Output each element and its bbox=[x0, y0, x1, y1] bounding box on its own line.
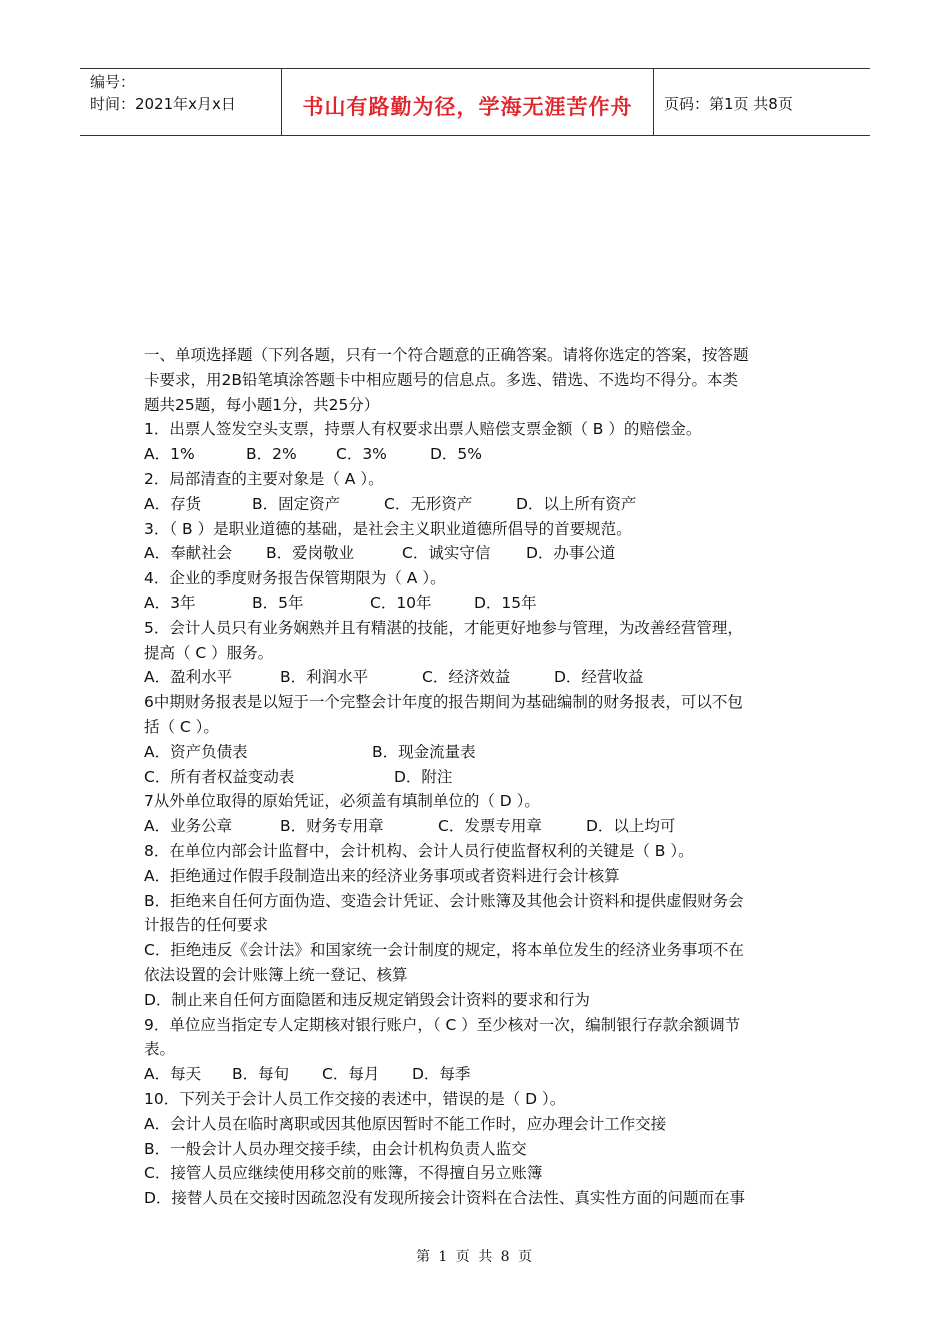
option: B．财务专用章 bbox=[280, 817, 384, 836]
question-6: 括（ C ）。 bbox=[144, 717, 219, 736]
intro-line: 一、单项选择题（下列各题，只有一个符合题意的正确答案。请将你选定的答案，按答题 bbox=[144, 346, 749, 364]
option: A．奉献社会 bbox=[144, 544, 233, 563]
option: B．现金流量表 bbox=[372, 742, 476, 761]
question-2: 2．局部清查的主要对象是（ A ）。 bbox=[144, 469, 384, 488]
option: B．爱岗敬业 bbox=[266, 544, 355, 563]
question-2-options bbox=[144, 492, 809, 517]
page-footer: 第 1 页 共 8 页 bbox=[415, 1249, 535, 1265]
question-7: 7从外单位取得的原始凭证，必须盖有填制单位的（ D ）。 bbox=[144, 792, 540, 811]
question-3-options bbox=[144, 541, 809, 566]
option: B．拒绝来自任何方面伪造、变造会计凭证、会计账簿及其他会计资料和提供虚假财务会 bbox=[144, 891, 744, 910]
option: B．固定资产 bbox=[252, 494, 341, 513]
option: C．拒绝违反《会计法》和国家统一会计制度的规定，将本单位发生的经济业务事项不在 bbox=[144, 941, 744, 960]
option: D．以上均可 bbox=[586, 817, 676, 836]
option: D．办事公道 bbox=[526, 544, 616, 563]
option: A．3年 bbox=[144, 593, 196, 612]
intro-line: 卡要求，用2B铅笔填涂答题卡中相应题号的信息点。多选、错选、不选均不得分。本类 bbox=[144, 370, 738, 389]
question-1: 1．出票人签发空头支票，持票人有权要求出票人赔偿支票金额（ B ）的赔偿金。 bbox=[144, 420, 702, 439]
option: A．1% bbox=[144, 445, 195, 464]
question-9-options bbox=[144, 1062, 809, 1087]
option: C．每月 bbox=[322, 1065, 380, 1084]
option: B．5年 bbox=[252, 593, 304, 612]
question-4: 4．企业的季度财务报告保管期限为（ A ）。 bbox=[144, 569, 446, 588]
option: C．诚实守信 bbox=[402, 544, 491, 563]
option: A．拒绝通过作假手段制造出来的经济业务事项或者资料进行会计核算 bbox=[144, 866, 620, 885]
question-6-options bbox=[144, 765, 809, 790]
question-9: 表。 bbox=[144, 1040, 176, 1059]
option: D．附注 bbox=[394, 767, 453, 786]
option: C．接管人员应继续使用移交前的账簿，不得擅自另立账簿 bbox=[144, 1164, 543, 1183]
option: C．发票专用章 bbox=[438, 817, 542, 836]
option: C．经济效益 bbox=[422, 668, 511, 687]
option: A．存货 bbox=[144, 494, 202, 513]
question-1-options bbox=[144, 442, 809, 467]
option: A．盈利水平 bbox=[144, 668, 233, 687]
option: C．3% bbox=[336, 445, 387, 464]
time-label: 时间：2021年x月x日 bbox=[90, 95, 236, 113]
option: D．15年 bbox=[474, 593, 537, 612]
option: D．经营收益 bbox=[554, 668, 644, 687]
option: B．利润水平 bbox=[280, 668, 369, 687]
question-10: 10．下列关于会计人员工作交接的表述中，错误的是（ D ）。 bbox=[144, 1089, 566, 1108]
header-motto-cell bbox=[282, 69, 654, 135]
question-6: 6中期财务报表是以短于一个完整会计年度的报告期间为基础编制的财务报表，可以不包 bbox=[144, 693, 743, 712]
option: A．每天 bbox=[144, 1065, 202, 1084]
question-8: 8．在单位内部会计监督中，会计机构、会计人员行使监督权利的关键是（ B ）。 bbox=[144, 841, 694, 860]
option: C．所有者权益变动表 bbox=[144, 767, 295, 786]
exam-content bbox=[144, 343, 809, 1211]
serial-label: 编号： bbox=[90, 73, 136, 91]
intro-line: 题共25题，每小题1分，共25分） bbox=[144, 395, 380, 414]
question-7-options bbox=[144, 814, 809, 839]
option: B．每旬 bbox=[232, 1065, 290, 1084]
question-3: 3．（ B ）是职业道德的基础，是社会主义职业道德所倡导的首要规范。 bbox=[144, 519, 632, 538]
header-meta bbox=[80, 69, 282, 135]
question-5: 提高（ C ）服务。 bbox=[144, 643, 274, 662]
option: A．会计人员在临时离职或因其他原因暂时不能工作时，应办理会计工作交接 bbox=[144, 1114, 667, 1133]
option: C．无形资产 bbox=[384, 494, 473, 513]
question-5: 5．会计人员只有业务娴熟并且有精湛的技能，才能更好地参与管理，为改善经营管理， bbox=[144, 618, 743, 637]
option: A．资产负债表 bbox=[144, 742, 248, 761]
option: A．业务公章 bbox=[144, 817, 233, 836]
question-5-options bbox=[144, 665, 809, 690]
option: 计报告的任何要求 bbox=[144, 916, 269, 935]
option: D．每季 bbox=[412, 1065, 471, 1084]
page-info: 页码：第1页 共8页 bbox=[664, 95, 793, 113]
question-4-options bbox=[144, 591, 809, 616]
option: D．5% bbox=[430, 445, 483, 464]
motto: 书山有路勤为径，学海无涯苦作舟 bbox=[302, 95, 633, 119]
header-page-cell bbox=[654, 69, 870, 135]
option: B．一般会计人员办理交接手续，由会计机构负责人监交 bbox=[144, 1139, 527, 1158]
option: D．以上所有资产 bbox=[516, 494, 637, 513]
page-header bbox=[80, 68, 870, 136]
question-9: 9．单位应当指定专人定期核对银行账户，（ C ）至少核对一次，编制银行存款余额调节 bbox=[144, 1015, 741, 1034]
option: D．制止来自任何方面隐匿和违反规定销毁会计资料的要求和行为 bbox=[144, 990, 590, 1009]
option: D．接替人员在交接时因疏忽没有发现所接会计资料在合法性、真实性方面的问题而在事 bbox=[144, 1189, 745, 1208]
option: 依法设置的会计账簿上统一登记、核算 bbox=[144, 965, 408, 984]
option: B．2% bbox=[246, 445, 297, 464]
option: C．10年 bbox=[370, 593, 432, 612]
question-6-options bbox=[144, 740, 809, 765]
